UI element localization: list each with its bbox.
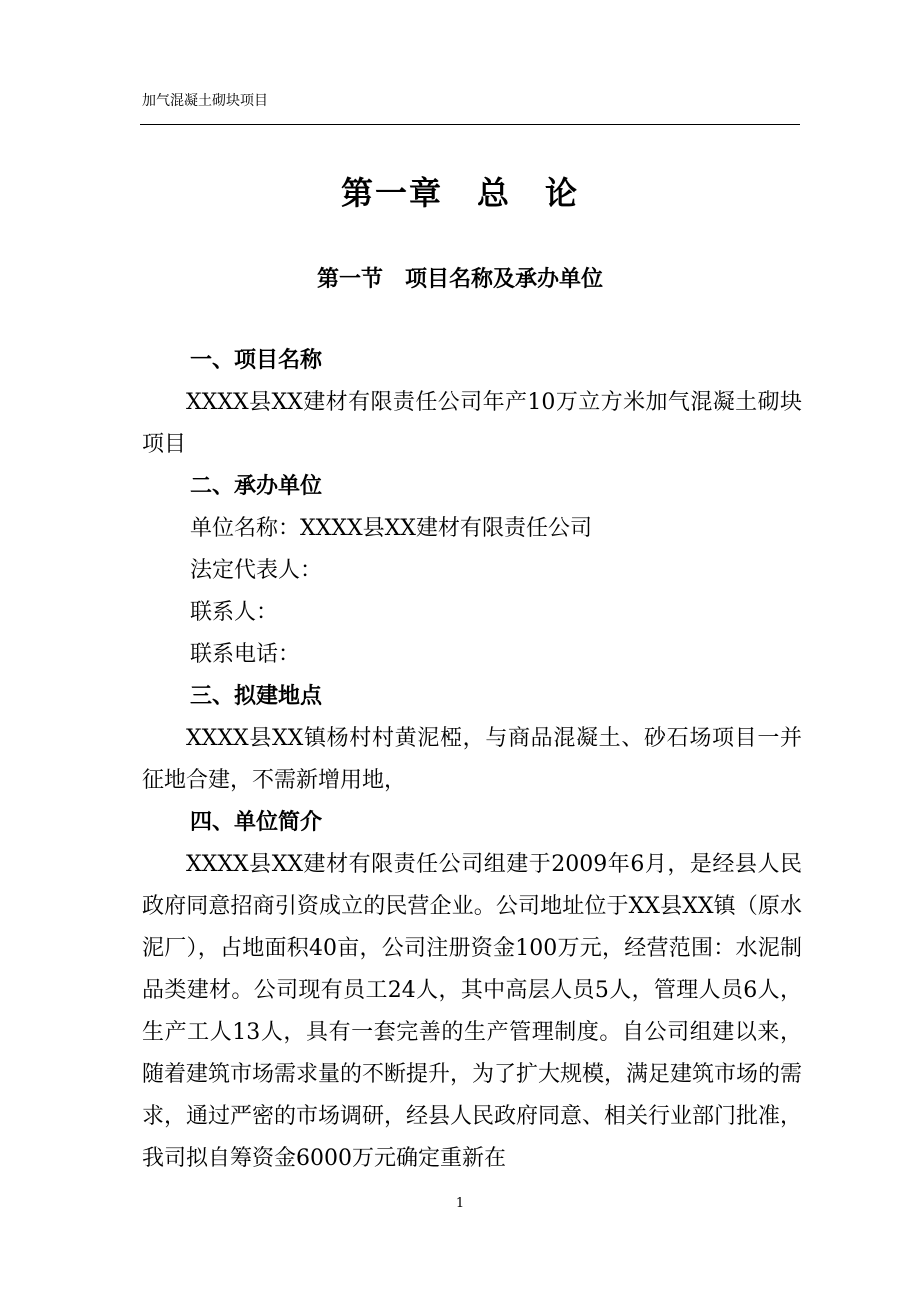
- paragraph: XXXX县XX建材有限责任公司年产10万立方米加气混凝土砌块项目: [142, 390, 802, 457]
- section-title: 第一节 项目名称及承办单位: [316, 267, 603, 292]
- header-divider: [140, 124, 800, 125]
- running-header: 加气混凝土砌块项目: [142, 93, 268, 109]
- chapter-title: 第一章 总 论: [340, 174, 579, 212]
- contact-person-line: 联系人：: [190, 600, 279, 625]
- contact-phone-line: 联系电话：: [190, 642, 301, 667]
- paragraph: XXXX县XX建材有限责任公司组建于2009年6月，是经县人民政府同意招商引资成立的民营企业。公司地址位于XX县XX镇（原水泥厂），占地面积40亩，公司注册资金100万元，经营范围：水泥制品类建材。公司现有员工24人，其中高层人员5人，管理人员6人，生产工人13人，具有一套完善的生产管理制度。自公司组建以来，随着建筑市场需求量的不断提升，为了扩大规模，满足建筑市场的需求，通过严密的市场调研，经县人民政府同意、相关行业部门批准，我司拟自筹资金6000万元确定重新在: [142, 852, 803, 1171]
- page-number: 1: [455, 1196, 465, 1211]
- section-heading: 四、单位简介: [190, 810, 323, 835]
- unit-name-line: 单位名称：XXXX县XX建材有限责任公司: [190, 516, 592, 541]
- paragraph: XXXX县XX镇杨村村黄泥椏，与商品混凝土、砂石场项目一并征地合建，不需新增用地，: [142, 726, 802, 793]
- section-heading: 二、承办单位: [190, 474, 323, 499]
- section-heading: 三、拟建地点: [190, 684, 323, 709]
- body-content: [142, 340, 802, 1180]
- legal-representative-line: 法定代表人：: [190, 558, 323, 583]
- section-heading: 一、项目名称: [190, 348, 323, 373]
